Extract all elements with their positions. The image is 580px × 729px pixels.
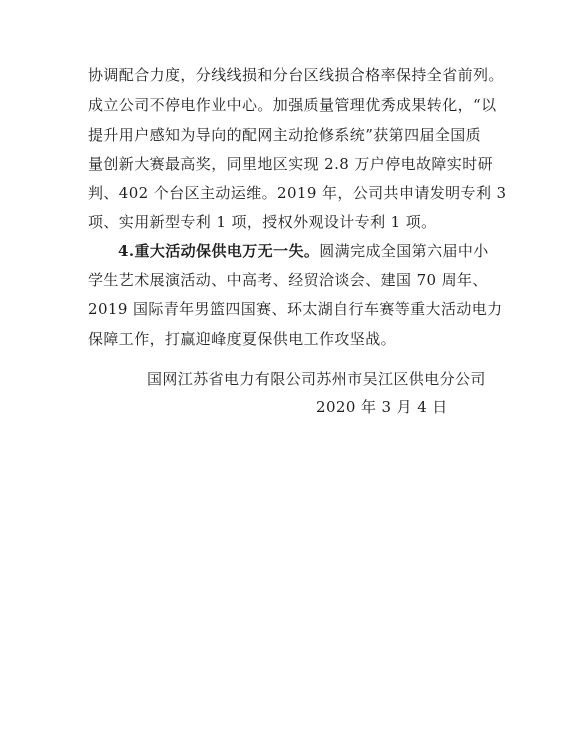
body-line-4: 量创新大赛最高奖，同里地区实现 2.8 万户停电故障实时研 — [88, 155, 493, 173]
section-4-line-3: 2019 国际青年男篮四国赛、环太湖自行车赛等重大活动电力 — [88, 300, 503, 318]
signature-date: 2020 年 3 月 4 日 — [316, 398, 448, 416]
signature-organization: 国网江苏省电力有限公司苏州市吴江区供电分公司 — [147, 370, 486, 388]
section-4-heading: 4.重大活动保供电万无一失。 — [118, 242, 320, 260]
body-line-3: 提升用户感知为导向的配网主动抢修系统”获第四届全国质 — [88, 126, 482, 144]
section-4-first-line — [118, 240, 558, 262]
body-line-5: 判、402 个台区主动运维。2019 年，公司共申请发明专利 3 — [88, 184, 507, 202]
section-4-line-4: 保障工作，打赢迎峰度夏保供电工作攻坚战。 — [88, 330, 397, 348]
section-4-line-2: 学生艺术展演活动、中高考、经贸洽谈会、建国 70 周年、 — [88, 271, 488, 289]
body-line-6: 项、实用新型专利 1 项，授权外观设计专利 1 项。 — [88, 213, 437, 231]
body-line-2: 成立公司不停电作业中心。加强质量管理优秀成果转化，“以 — [88, 96, 497, 114]
section-4-first-line-text: 圆满完成全国第六届中小 — [319, 242, 489, 260]
body-line-1: 协调配合力度，分线线损和分台区线损合格率保持全省前列。 — [88, 66, 504, 84]
